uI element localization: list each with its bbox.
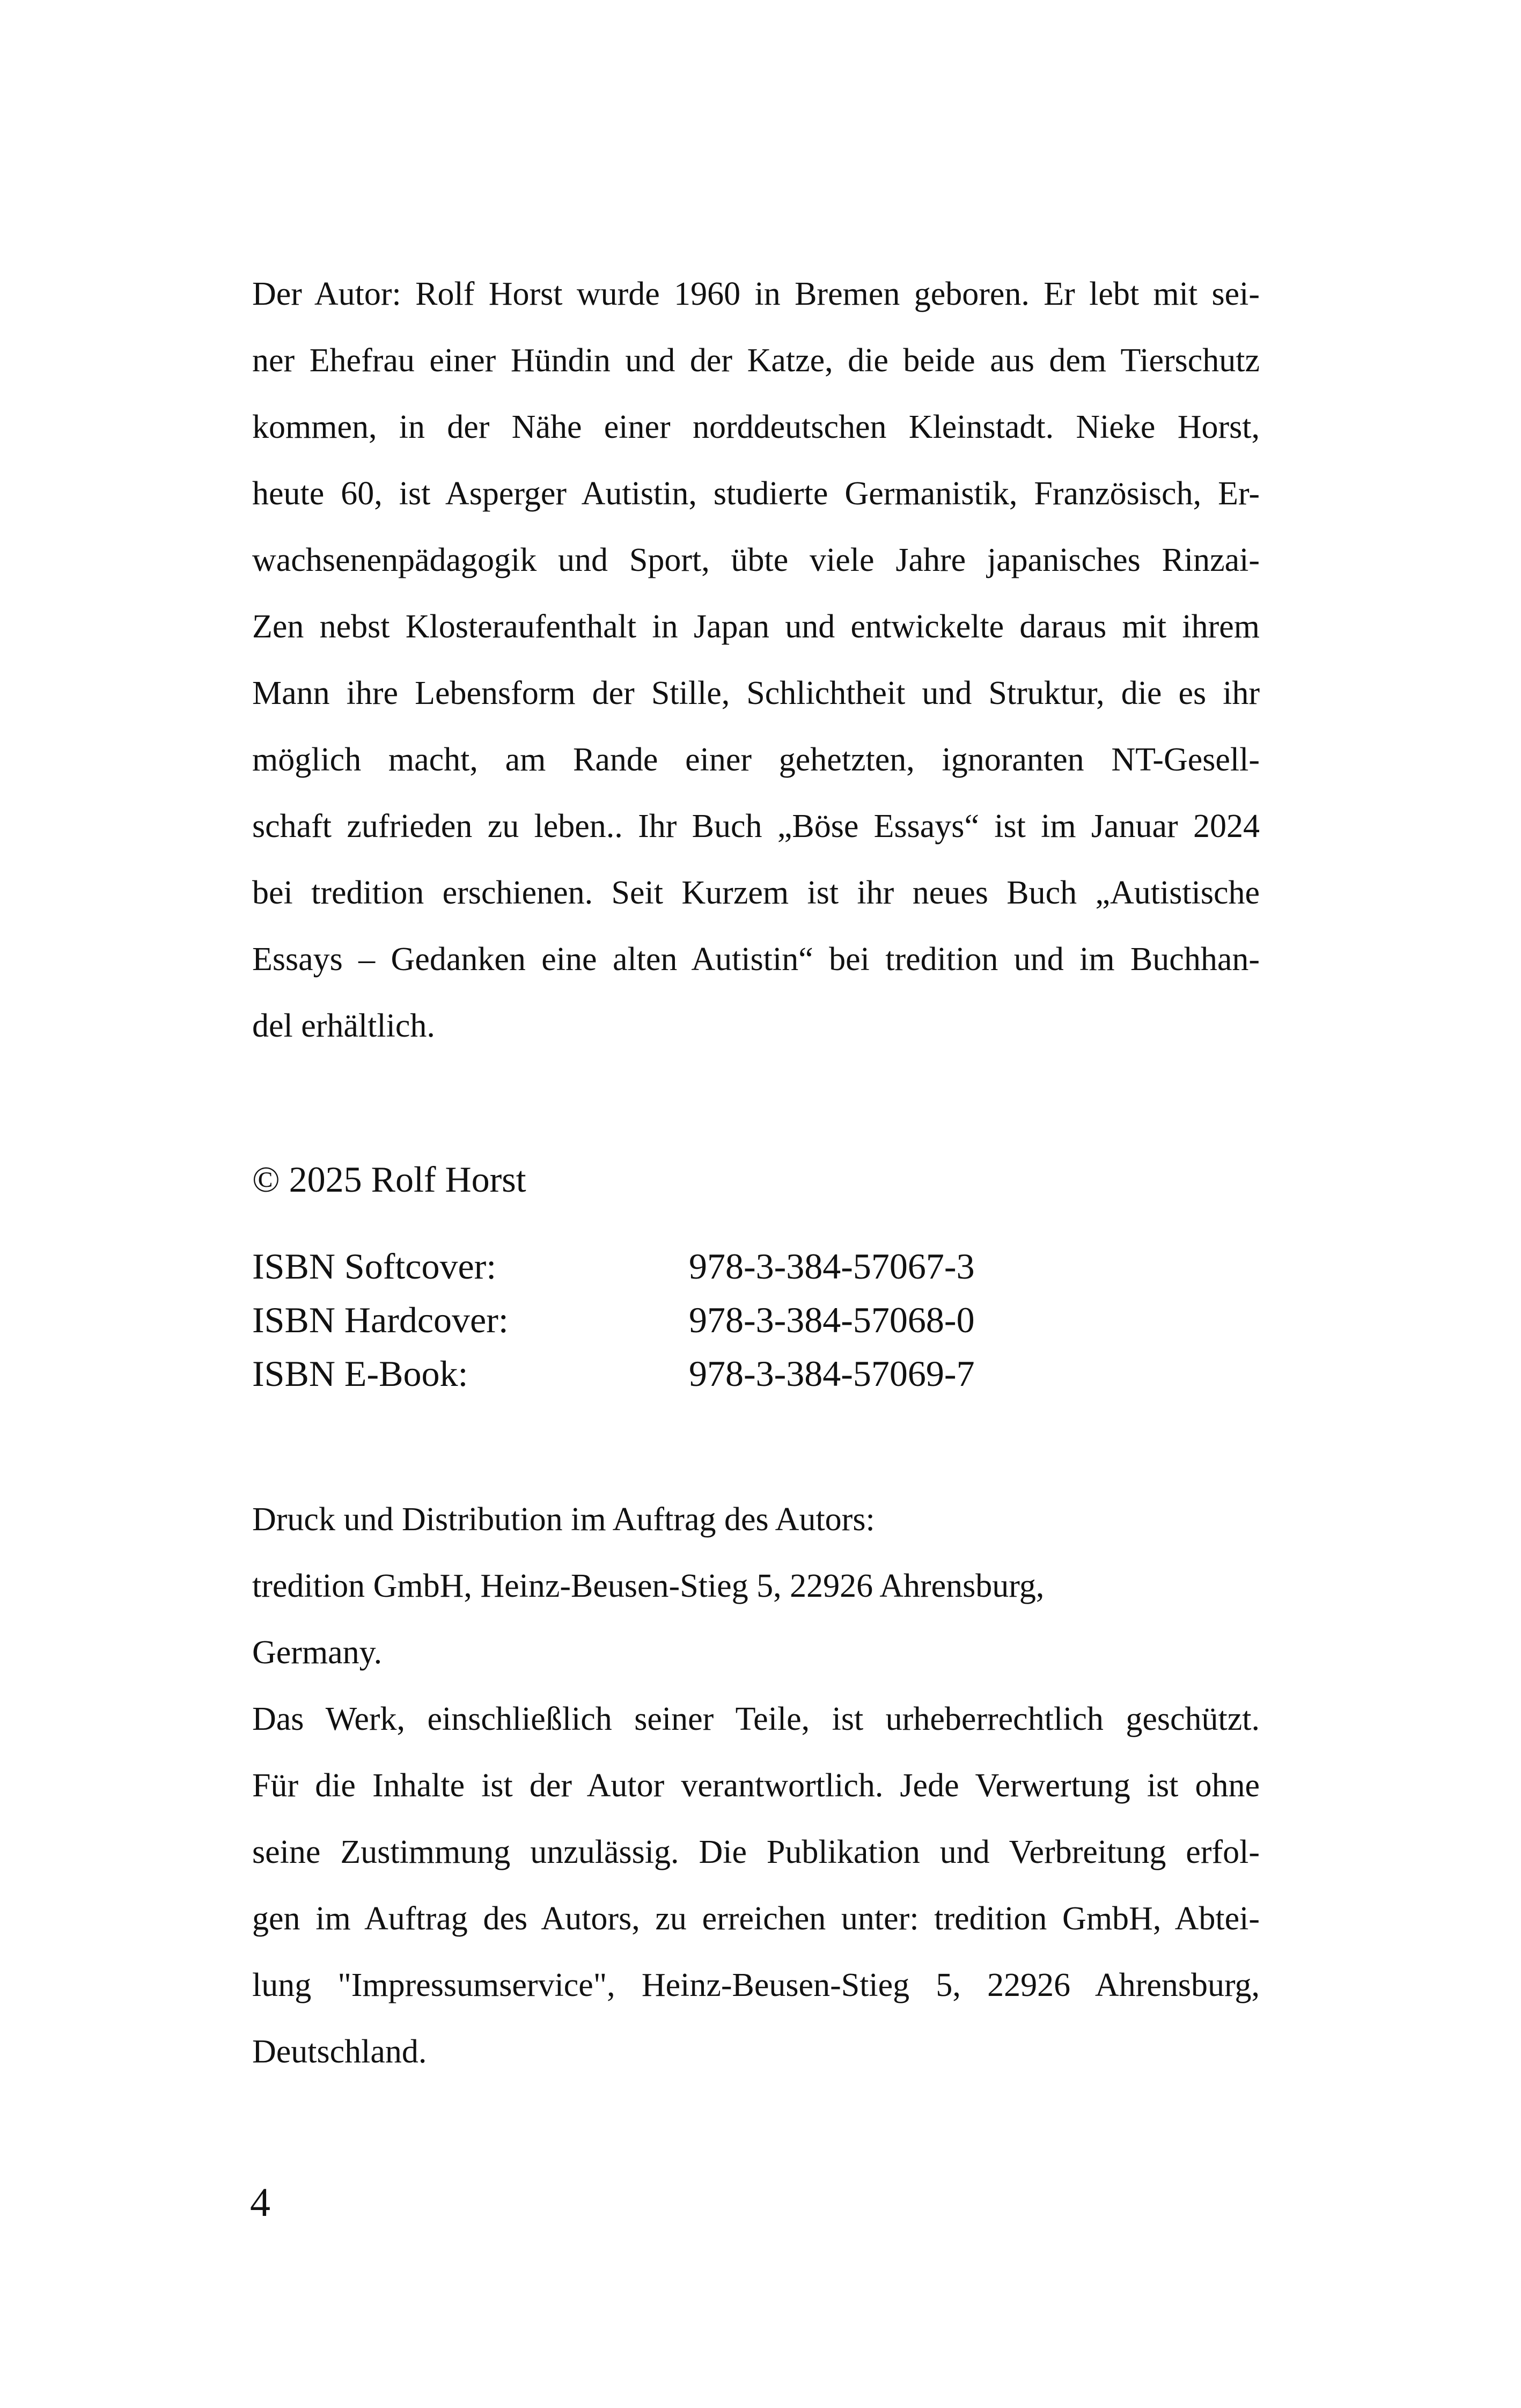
- page-number: 4: [250, 2180, 270, 2225]
- imprint-line: seine Zustimmung unzulässig. Die Publikation und Verbreitung erfol-: [252, 1834, 1260, 1870]
- imprint-line: Das Werk, einschließlich seiner Teile, ist urheberrechtlich geschützt.: [252, 1701, 1260, 1737]
- bio-line: Mann ihre Lebensform der Stille, Schlichtheit und Struktur, die es ihr: [252, 675, 1260, 711]
- bio-line: wachsenenpädagogik und Sport, übte viele Jahre japanisches Rinzai-: [252, 542, 1260, 578]
- bio-line: schaft zufrieden zu leben.. Ihr Buch „Böse Essays“ ist im Januar 2024: [252, 808, 1260, 845]
- bio-line: heute 60, ist Asperger Autistin, studierte Germanistik, Französisch, Er-: [252, 475, 1260, 512]
- bio-line: Essays – Gedanken eine alten Autistin“ bei tredition und im Buchhan-: [252, 941, 1260, 978]
- imprint-line: gen im Auftrag des Autors, zu erreichen unter: tredition GmbH, Abtei-: [252, 1900, 1260, 1937]
- imprint-line: Deutschland.: [252, 2033, 427, 2070]
- isbn-label: ISBN E-Book:: [252, 1353, 468, 1394]
- isbn-row-hardcover: [252, 1293, 1260, 1347]
- isbn-list: [252, 1239, 1260, 1400]
- imprint-line: Für die Inhalte ist der Autor verantwortlich. Jede Verwertung ist ohne: [252, 1767, 1260, 1804]
- bio-line: Der Autor: Rolf Horst wurde 1960 in Bremen geboren. Er lebt mit sei-: [252, 276, 1260, 312]
- author-biography: [252, 261, 1260, 1059]
- isbn-label: ISBN Hardcover:: [252, 1300, 509, 1340]
- bio-line: möglich macht, am Rande einer gehetzten, ignoranten NT-Gesell-: [252, 742, 1260, 778]
- bio-line: Zen nebst Klosteraufenthalt in Japan und entwickelte daraus mit ihrem: [252, 608, 1260, 645]
- isbn-value: 978-3-384-57068-0: [689, 1300, 975, 1340]
- isbn-row-softcover: [252, 1239, 1260, 1293]
- imprint-notice: [252, 1486, 1260, 2085]
- bio-line: ner Ehefrau einer Hündin und der Katze, die beide aus dem Tierschutz: [252, 342, 1260, 379]
- imprint-line: Germany.: [252, 1634, 383, 1671]
- isbn-value: 978-3-384-57067-3: [689, 1246, 975, 1287]
- copyright-notice: © 2025 Rolf Horst: [252, 1159, 526, 1200]
- bio-line: bei tredition erschienen. Seit Kurzem ist ihr neues Buch „Autistische: [252, 875, 1260, 911]
- isbn-label: ISBN Softcover:: [252, 1246, 497, 1287]
- bio-line: kommen, in der Nähe einer norddeutschen Kleinstadt. Nieke Horst,: [252, 409, 1260, 445]
- imprint-line: tredition GmbH, Heinz-Beusen-Stieg 5, 22926 Ahrensburg,: [252, 1568, 1045, 1604]
- isbn-row-ebook: [252, 1347, 1260, 1400]
- imprint-line: lung "Impressumservice", Heinz-Beusen-Stieg 5, 22926 Ahrensburg,: [252, 1967, 1260, 2003]
- bio-line: del erhältlich.: [252, 1008, 435, 1044]
- isbn-value: 978-3-384-57069-7: [689, 1353, 975, 1394]
- imprint-line: Druck und Distribution im Auftrag des Autors:: [252, 1501, 875, 1538]
